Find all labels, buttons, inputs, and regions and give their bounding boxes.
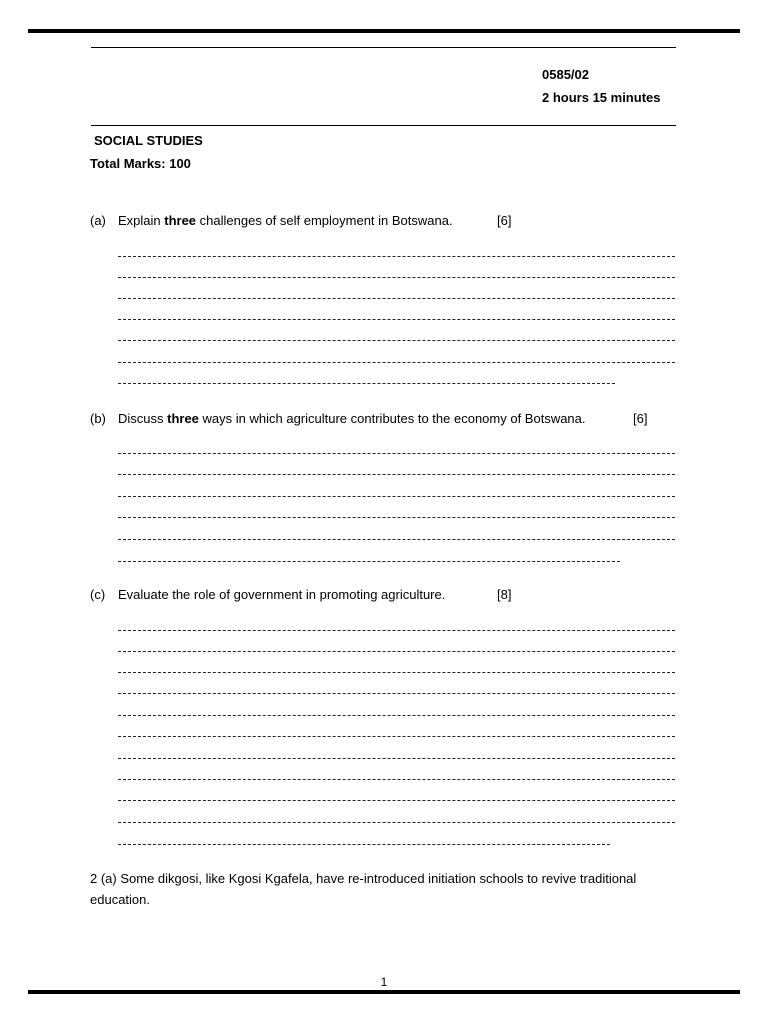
question-label: (b) — [90, 411, 106, 426]
question-2-line-1: 2 (a) Some dikgosi, like Kgosi Kgafela, have re-introduced initiation schools to revive traditional — [90, 871, 637, 886]
top-border-rule — [28, 29, 740, 33]
answer-line[interactable] — [118, 651, 675, 652]
answer-line[interactable] — [118, 800, 675, 801]
answer-line[interactable] — [118, 822, 675, 823]
paper-duration: 2 hours 15 minutes — [542, 90, 661, 105]
answer-line[interactable] — [118, 340, 675, 341]
question-marks: [6] — [497, 213, 512, 228]
question-marks: [8] — [497, 587, 512, 602]
question-marks: [6] — [633, 411, 648, 426]
total-marks: Total Marks: 100 — [90, 156, 191, 171]
question-text: Explain three challenges of self employment in Botswana. — [118, 213, 453, 228]
answer-line[interactable] — [118, 844, 610, 845]
answer-line[interactable] — [118, 517, 675, 518]
answer-line[interactable] — [118, 496, 675, 497]
header-rule-top — [91, 47, 676, 48]
header-rule-bottom — [91, 125, 676, 126]
bottom-border-rule — [28, 990, 740, 994]
answer-line[interactable] — [118, 319, 675, 320]
paper-code: 0585/02 — [542, 67, 589, 82]
answer-line[interactable] — [118, 672, 675, 673]
page-number: 1 — [380, 975, 388, 989]
answer-line[interactable] — [118, 715, 675, 716]
answer-line[interactable] — [118, 779, 675, 780]
question-label: (a) — [90, 213, 106, 228]
answer-line[interactable] — [118, 383, 615, 384]
answer-line[interactable] — [118, 561, 620, 562]
answer-line[interactable] — [118, 630, 675, 631]
answer-line[interactable] — [118, 277, 675, 278]
question-text: Discuss three ways in which agriculture contributes to the economy of Botswana. — [118, 411, 586, 426]
answer-line[interactable] — [118, 256, 675, 257]
answer-line[interactable] — [118, 539, 675, 540]
question-label: (c) — [90, 587, 106, 602]
answer-line[interactable] — [118, 298, 675, 299]
question-text: Evaluate the role of government in promoting agriculture. — [118, 587, 446, 602]
question-2-line-2: education. — [90, 892, 150, 907]
answer-line[interactable] — [118, 758, 675, 759]
subject-title: SOCIAL STUDIES — [94, 133, 203, 148]
answer-line[interactable] — [118, 736, 675, 737]
answer-line[interactable] — [118, 362, 675, 363]
answer-line[interactable] — [118, 474, 675, 475]
answer-line[interactable] — [118, 693, 675, 694]
answer-line[interactable] — [118, 453, 675, 454]
